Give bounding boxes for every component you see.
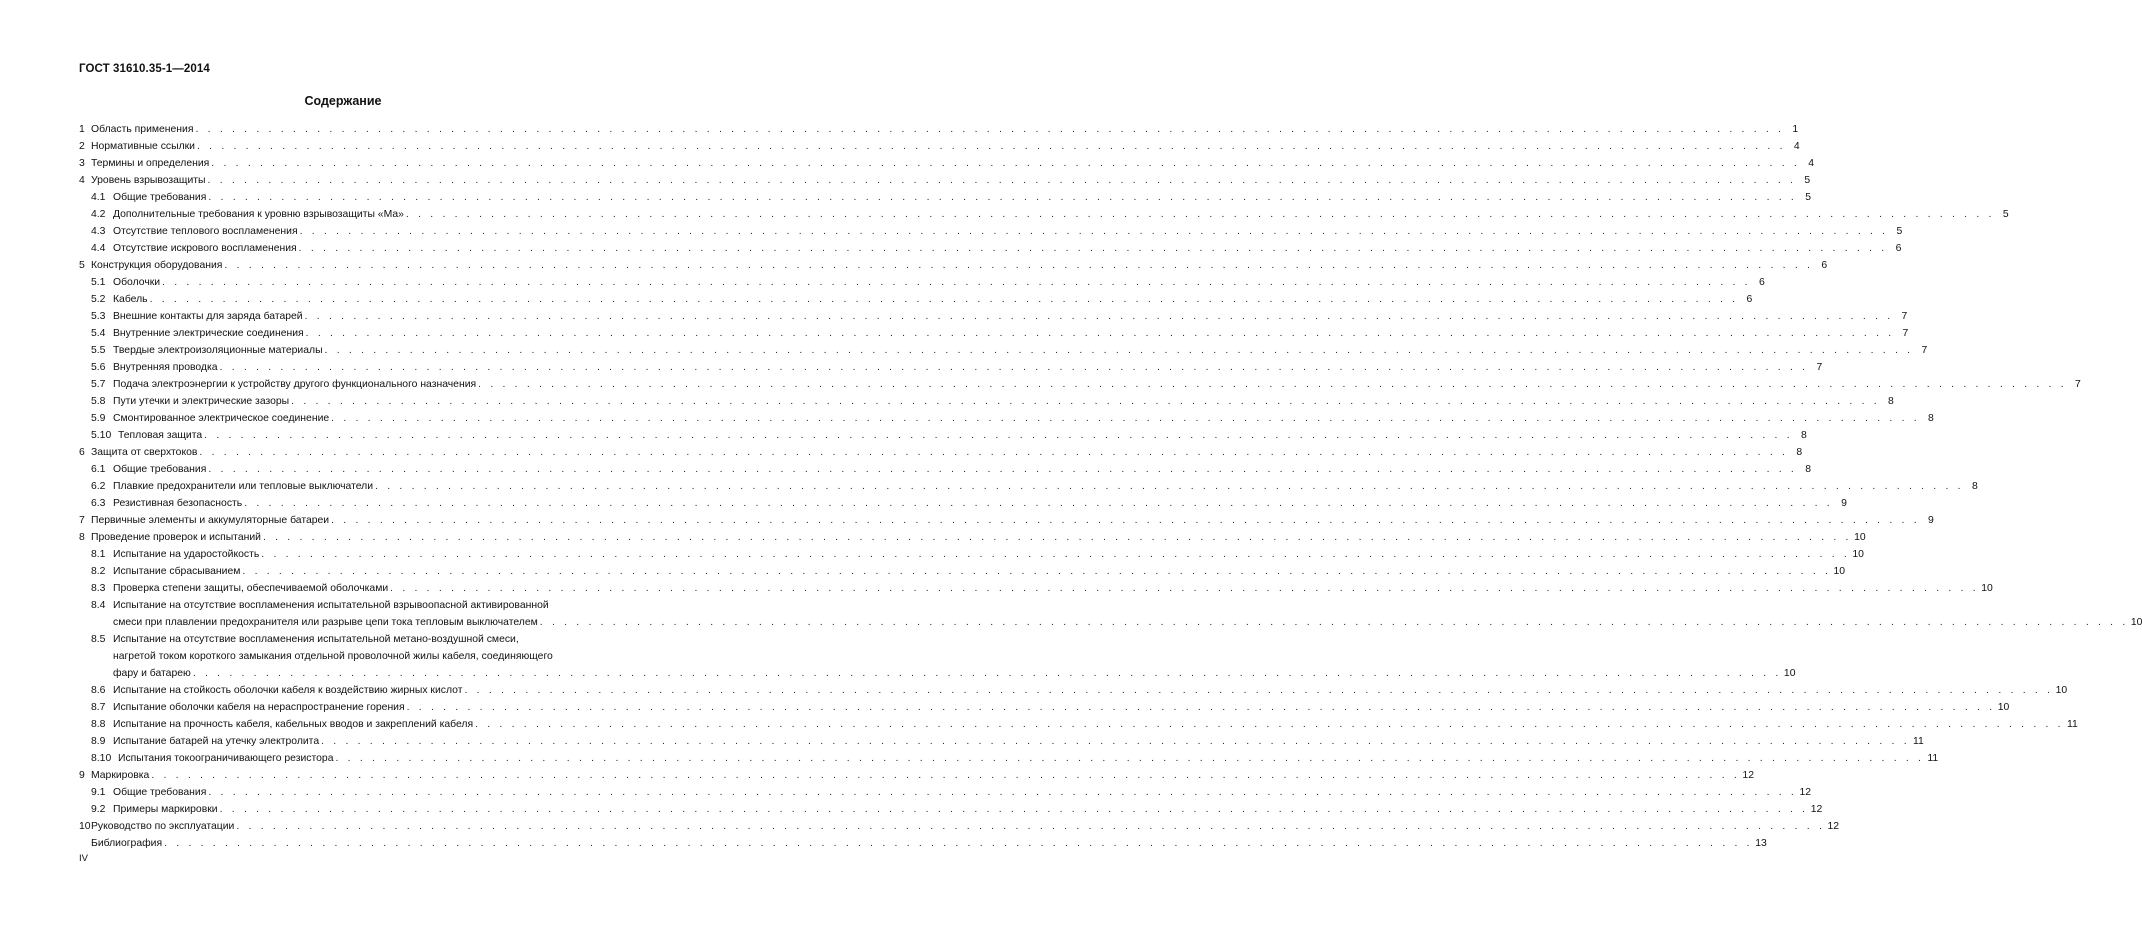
dot-leader [193,665,1782,682]
toc-number: 5.1 [91,277,106,288]
toc-number: 8.1 [91,549,106,560]
toc-number: 6.1 [91,464,106,475]
toc-label: Проверка степени защиты, обеспечиваемой оболочками [113,583,389,594]
toc-page-number: 7 [1902,328,1909,339]
toc-page-number: 10 [1833,566,1846,577]
toc-page-number: 6 [1821,260,1828,271]
toc-page-number: 8 [1971,481,1978,492]
toc-entry[interactable] [79,240,1902,257]
toc-label: Смонтированное электрическое соединение [113,413,330,424]
toc-label: Проведение проверок и испытаний [91,532,261,543]
toc-entry[interactable] [79,274,1765,291]
page-title: Содержание [304,94,382,108]
toc-number: 5 [79,260,85,271]
toc-number: 6 [79,447,85,458]
toc-label: Термины и определения [91,158,210,169]
dot-leader [291,393,1880,410]
toc-number: 7 [79,515,85,526]
dot-leader [224,257,1813,274]
toc-label: Пути утечки и электрические зазоры [113,396,290,407]
toc-label: Подача электроэнергии к устройству другого функционального назначения [113,379,477,390]
dot-leader [306,325,1895,342]
dot-leader [331,410,1920,427]
toc-label: Испытания токоограничивающего резистора [118,753,334,764]
dot-leader [195,121,1784,138]
toc-label: Отсутствие искрового воспламенения [113,243,297,254]
toc-page-number: 11 [1912,736,1924,747]
toc-number: 9.1 [91,787,106,798]
toc-label: Нормативные ссылки [91,141,195,152]
toc-entry[interactable] [79,580,1993,597]
toc-number: 1 [79,124,85,135]
toc-label: Библиография [91,838,163,849]
toc-label-continuation: фару и батарею [113,668,191,679]
toc-page-number: 6 [1895,243,1902,254]
dot-leader [150,291,1739,308]
toc-page-number: 8 [1796,447,1803,458]
toc-entry[interactable] [79,597,2142,631]
toc-number: 5.9 [91,413,106,424]
dot-leader [540,614,2129,631]
toc-page-number: 10 [1783,668,1796,679]
toc-page-number: 7 [1816,362,1823,373]
dot-leader [164,835,1753,852]
toc-label: Общие требования [113,464,207,475]
toc-entry[interactable] [79,801,1823,818]
toc-label: Испытание на стойкость оболочки кабеля к воздействию жирных кислот [113,685,463,696]
toc-label: Внешние контакты для заряда батарей [113,311,303,322]
toc-page-number: 5 [1896,226,1903,237]
toc-page-number: 7 [2075,379,2081,390]
toc-number: 4 [79,175,85,186]
toc-entry[interactable] [79,410,1934,427]
toc-entry[interactable] [79,206,2009,223]
dot-leader [261,546,1850,563]
dot-leader [197,138,1786,155]
dot-leader [208,189,1797,206]
toc-label: Внутренняя проводка [113,362,218,373]
dot-leader [321,733,1910,750]
toc-page-number: 9 [1928,515,1934,526]
toc-label: Примеры маркировки [113,804,218,815]
toc-entry[interactable] [79,427,1807,444]
toc-entry[interactable] [79,750,1939,767]
toc-entry[interactable] [79,835,1767,852]
toc-page-number: 6 [1758,277,1765,288]
toc-label: Дополнительные требования к уровню взрывозащиты «Ма» [113,209,404,220]
dot-leader [208,172,1797,189]
toc-number: 8.7 [91,702,106,713]
toc-number: 5.4 [91,328,106,339]
toc-label: Резистивная безопасность [113,498,243,509]
dot-leader [478,376,2067,393]
toc-page-number: 11 [2066,719,2078,730]
toc-label: Отсутствие теплового воспламенения [113,226,298,237]
toc-label: Первичные элементы и аккумуляторные батареи [91,515,330,526]
dot-leader [406,206,1995,223]
dot-leader [335,750,1924,767]
dot-leader [244,495,1833,512]
toc-label: Защита от сверхтоков [91,447,198,458]
toc-number: 6.2 [91,481,106,492]
toc-page-number: 8 [1801,430,1807,441]
toc-entry[interactable] [79,716,2078,733]
dot-leader [211,155,1800,172]
toc-label: Область применения [91,124,194,135]
toc-number: 4.1 [91,192,106,203]
toc-label: Общие требования [113,192,207,203]
toc-entry[interactable] [79,495,1847,512]
toc-label-continuation: смеси при плавлении предохранителя или разрыве цепи тока тепловым выключателем [113,617,538,628]
toc-number: 5.2 [91,294,106,305]
toc-page-number: 10 [1854,532,1866,543]
dot-leader [151,767,1740,784]
dot-leader [263,529,1852,546]
toc-page-number: 10 [1981,583,1993,594]
toc-number: 9 [79,770,85,781]
toc-entry[interactable] [79,699,2010,716]
dot-leader [475,716,2064,733]
toc-page-number: 4 [1793,141,1800,152]
toc-label: Уровень взрывозащиты [91,175,206,186]
toc-number: 8.2 [91,566,106,577]
dot-leader [331,512,1920,529]
toc-entry[interactable] [79,767,1754,784]
dot-leader [220,801,1809,818]
dot-leader [299,240,1888,257]
toc-page-number: 12 [1810,804,1823,815]
toc-page-number: 5 [1804,175,1811,186]
toc-label: Оболочки [113,277,161,288]
toc-number: 5.8 [91,396,106,407]
toc-number: 8.9 [91,736,106,747]
toc-entry[interactable] [79,325,1909,342]
toc-entry[interactable] [79,444,1803,461]
toc-number: 9.2 [91,804,106,815]
toc-page-number: 8 [1928,413,1934,424]
toc-entry[interactable] [79,138,1800,155]
toc-page-number: 9 [1841,498,1847,509]
toc-entry[interactable] [79,563,1846,580]
toc-page-number: 8 [1888,396,1894,407]
standard-number: ГОСТ 31610.35-1—2014 [79,63,210,75]
page-number: IV [79,853,88,864]
toc-entry[interactable] [79,733,1924,750]
toc-number: 8.6 [91,685,106,696]
toc-entry[interactable] [79,461,1812,478]
toc-label: Испытание на отсутствие воспламенения испытательной взрывоопасной активированной [113,600,549,611]
toc-page-number: 4 [1808,158,1814,169]
toc-entry[interactable] [79,223,1903,240]
dot-leader [242,563,1831,580]
dot-leader [162,274,1751,291]
toc-label: Внутренние электрические соединения [113,328,304,339]
toc-label: Конструкция оборудования [91,260,223,271]
dot-leader [199,444,1788,461]
toc-page-number: 6 [1746,294,1753,305]
dot-leader [305,308,1894,325]
toc-entry[interactable] [79,189,1812,206]
toc-entry[interactable] [79,359,1823,376]
dot-leader [300,223,1889,240]
dot-leader [464,682,2053,699]
toc-page-number: 12 [1742,770,1754,781]
toc-label: Кабель [113,294,148,305]
dot-leader [375,478,1964,495]
toc-number: 5.6 [91,362,106,373]
toc-label: Маркировка [91,770,150,781]
toc-number: 5.10 [91,430,112,441]
toc-entry[interactable] [79,155,1814,172]
table-of-contents [79,121,2142,852]
dot-leader [220,359,1809,376]
toc-number: 2 [79,141,85,152]
toc-entry[interactable] [79,546,1864,563]
toc-page-number: 10 [1852,549,1864,560]
toc-number: 4.2 [91,209,106,220]
toc-entry[interactable] [79,529,1866,546]
toc-page-number: 10 [2130,617,2142,628]
toc-page-number: 8 [1805,464,1812,475]
toc-number: 3 [79,158,85,169]
toc-entry[interactable] [79,631,1796,682]
toc-entry[interactable] [79,682,2068,699]
toc-number: 4.4 [91,243,106,254]
dot-leader [407,699,1996,716]
toc-entry[interactable] [79,121,1799,138]
toc-label: Испытание батарей на утечку электролита [113,736,320,747]
toc-entry[interactable] [79,308,1908,325]
dot-leader [204,427,1793,444]
toc-number: 8 [79,532,85,543]
toc-entry[interactable] [79,376,2081,393]
toc-number: 5.5 [91,345,106,356]
dot-leader [325,342,1914,359]
toc-entry[interactable] [79,393,1894,410]
dot-leader [390,580,1979,597]
toc-entry[interactable] [79,342,1928,359]
toc-page-number: 12 [1827,821,1840,832]
toc-page-number: 7 [1921,345,1928,356]
toc-page-number: 1 [1792,124,1799,135]
toc-page-number: 12 [1799,787,1812,798]
dot-leader [236,818,1825,835]
toc-number: 5.3 [91,311,106,322]
toc-entry[interactable] [79,172,1811,189]
dot-leader [208,461,1797,478]
toc-label: Плавкие предохранители или тепловые выключатели [113,481,374,492]
toc-number: 8.10 [91,753,112,764]
toc-number: 8.8 [91,719,106,730]
toc-page-number: 11 [1927,753,1939,764]
toc-number: 5.7 [91,379,106,390]
toc-label: Испытание сбрасыванием [113,566,241,577]
toc-label: Испытание оболочки кабеля на нераспространение горения [113,702,405,713]
toc-page-number: 13 [1755,838,1767,849]
toc-label: Руководство по эксплуатации [91,821,235,832]
toc-entry[interactable] [79,257,1828,274]
toc-page-number: 5 [1805,192,1812,203]
dot-leader [208,784,1797,801]
toc-number: 8.4 [91,600,106,611]
toc-number: 10 [79,821,91,832]
toc-label: Общие требования [113,787,207,798]
toc-entry[interactable] [79,818,1840,835]
toc-entry[interactable] [79,291,1753,308]
toc-entry[interactable] [79,512,1934,529]
toc-number: 8.5 [91,634,106,645]
toc-label-continuation: нагретой током короткого замыкания отдельной проволочной жилы кабеля, соединяющего [113,651,553,662]
toc-entry[interactable] [79,784,1812,801]
toc-page-number: 10 [2055,685,2068,696]
toc-label: Испытание на прочность кабеля, кабельных вводов и закреплений кабеля [113,719,474,730]
toc-number: 6.3 [91,498,106,509]
toc-label: Твердые электроизоляционные материалы [113,345,323,356]
toc-page-number: 5 [2002,209,2009,220]
toc-label: Испытание на отсутствие воспламенения испытательной метано-воздушной смеси, [113,634,519,645]
toc-page-number: 10 [1997,702,2010,713]
toc-number: 4.3 [91,226,106,237]
toc-label: Испытание на ударостойкость [113,549,260,560]
toc-page-number: 7 [1901,311,1908,322]
toc-number: 8.3 [91,583,106,594]
toc-label: Тепловая защита [118,430,203,441]
toc-entry[interactable] [79,478,1978,495]
